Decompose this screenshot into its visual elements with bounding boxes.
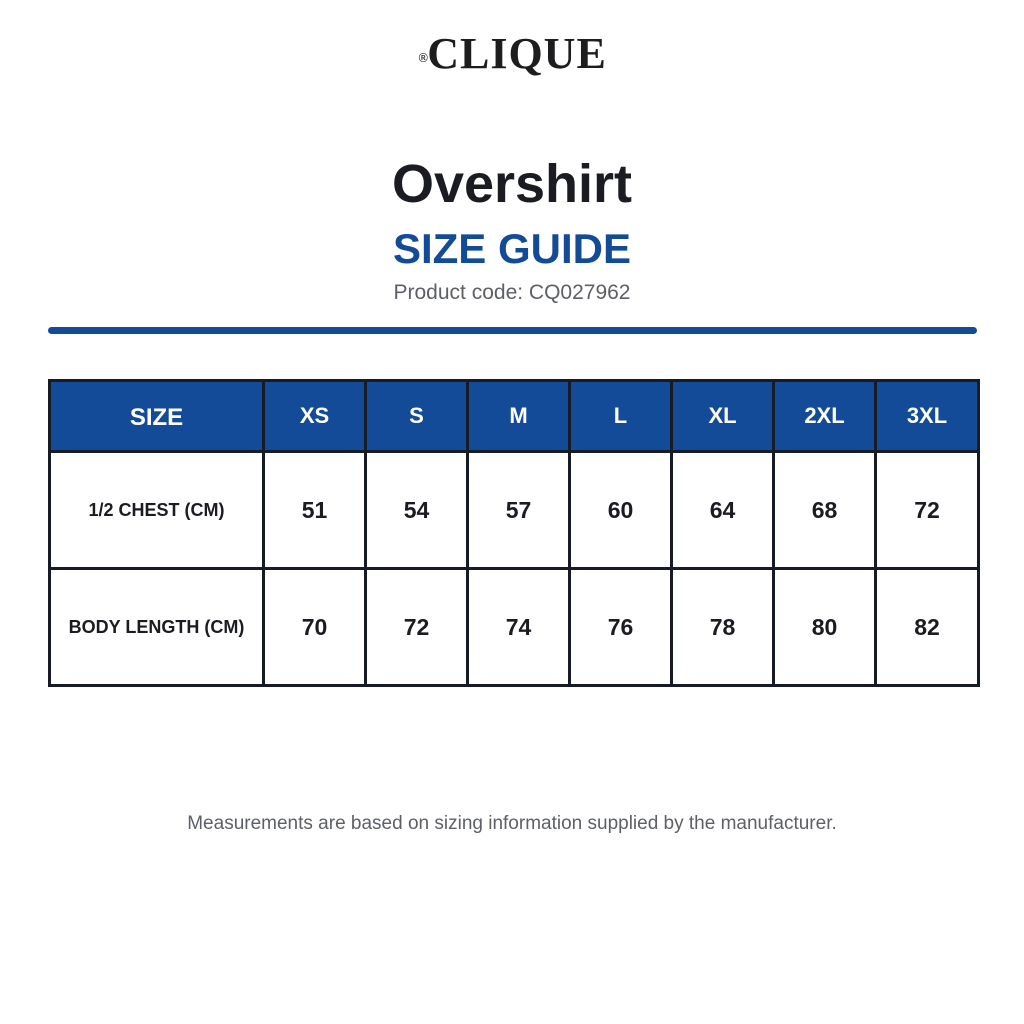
header-cell-s: S (366, 381, 468, 452)
registered-mark: ® (417, 51, 430, 65)
header-cell-xl: XL (672, 381, 774, 452)
table-cell: 72 (366, 569, 468, 686)
table-cell: 82 (876, 569, 979, 686)
table-cell: 76 (570, 569, 672, 686)
table-cell: 57 (468, 452, 570, 569)
table-header-row (50, 381, 979, 452)
table-row-chest (50, 452, 979, 569)
size-table (48, 379, 980, 687)
header-cell-m: M (468, 381, 570, 452)
table-cell: 60 (570, 452, 672, 569)
table-cell: 72 (876, 452, 979, 569)
header-divider (48, 327, 977, 334)
row-label-chest: 1/2 CHEST (CM) (50, 452, 264, 569)
header-cell-3xl: 3XL (876, 381, 979, 452)
row-label-body-length: BODY LENGTH (CM) (50, 569, 264, 686)
header-cell-xs: XS (264, 381, 366, 452)
table-cell: 54 (366, 452, 468, 569)
table-cell: 51 (264, 452, 366, 569)
header-cell-l: L (570, 381, 672, 452)
table-cell: 74 (468, 569, 570, 686)
table-cell: 68 (774, 452, 876, 569)
table-row-body-length (50, 569, 979, 686)
header-cell-size: SIZE (50, 381, 264, 452)
table-cell: 70 (264, 569, 366, 686)
table-cell: 78 (672, 569, 774, 686)
table-cell: 64 (672, 452, 774, 569)
brand-logo (0, 28, 1024, 80)
size-guide-heading: SIZE GUIDE (392, 225, 632, 272)
table-cell: 80 (774, 569, 876, 686)
header-cell-2xl: 2XL (774, 381, 876, 452)
product-code: Product code: CQ027962 (393, 281, 631, 304)
measurement-note: Measurements are based on sizing information supplied by the manufacturer. (187, 813, 837, 834)
product-title: Overshirt (391, 154, 633, 214)
brand-name: CLIQUE (427, 29, 607, 78)
